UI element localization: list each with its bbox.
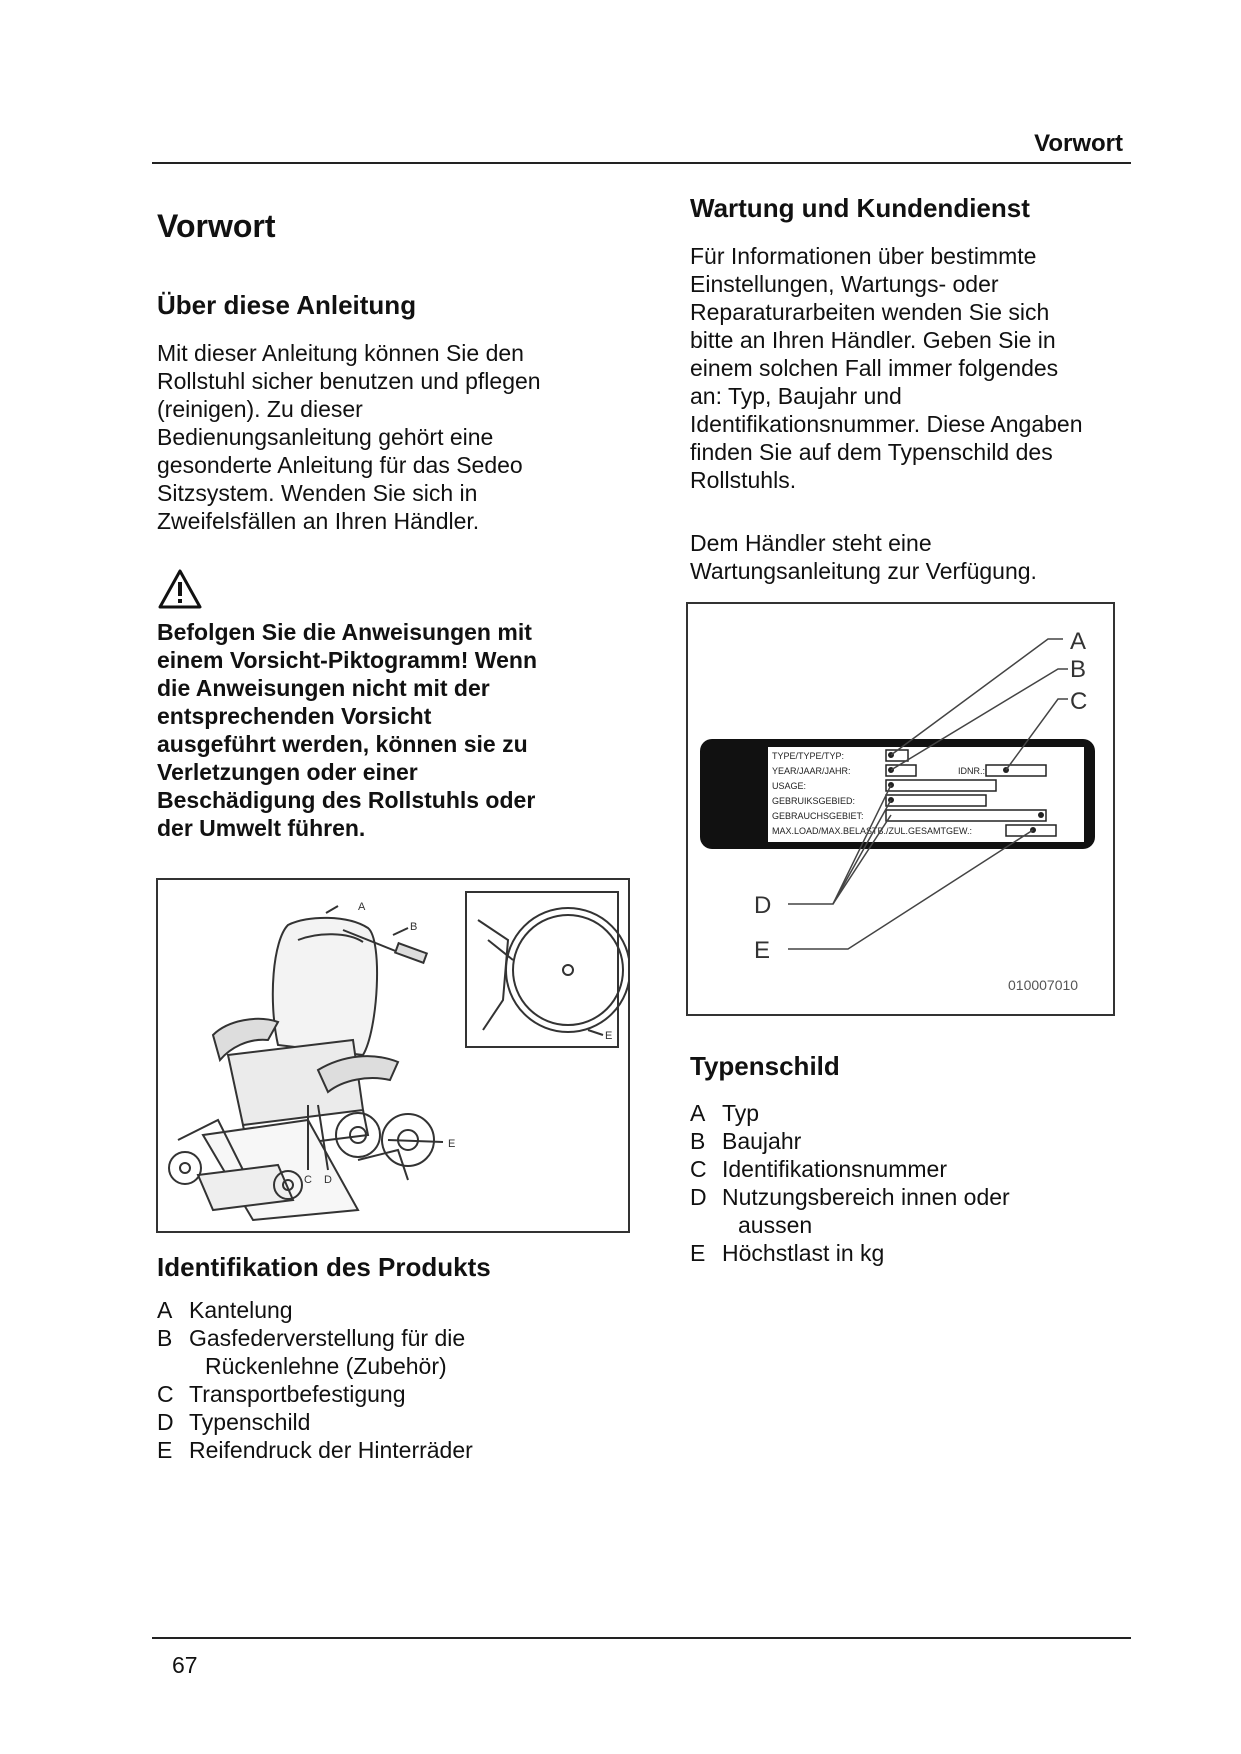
plate-row: YEAR/JAAR/JAHR: [772,766,851,776]
list-item: B Gasfederverstellung für die Rückenlehne (Zubehör) [157,1325,466,1379]
callout-a: A [358,901,366,913]
plate-callout-a: A [1070,628,1087,655]
running-header: Vorwort [1034,130,1123,157]
plate-row: GEBRUIKSGEBIED: [772,796,856,806]
callout-e: E [448,1138,456,1150]
about-body: Mit dieser Anleitung können Sie den Rollstuhl sicher benutzen und pflegen (reinigen). Zu dieser Bedienungsanleitung gehört eine gesonderte Anleitung für das Sedeo Sitzsystem. Wenden Sie sich in Zweifelsfällen an Ihren Händler. [157,340,541,534]
service-body: Für Informationen über bestimmte Einstellungen, Wartungs- oder Reparaturarbeiten wenden Sie sich bitte an Ihren Händler. Geben Sie in einem solchen Fall immer folgendes an: Typ, Baujahr und Identifikationsnummer. Diese Angaben finden Sie auf dem Typenschild des Rollstuhls. [690,243,1083,493]
plate-row: GEBRAUCHSGEBIET: [772,811,864,821]
plate-callout-e: E [754,937,771,964]
plate-row: USAGE: [772,781,807,791]
plate-idnr-label: IDNR.: [958,766,985,776]
plate-code: 010007010 [1008,977,1079,993]
list-item: A Kantelung [157,1297,293,1323]
list-item: A Typ [690,1100,760,1126]
service-note: Dem Händler steht eine Wartungsanleitung zur Verfügung. [690,530,1037,584]
list-item: E Reifendruck der Hinterräder [157,1437,473,1463]
callout-b: B [410,921,418,933]
identification-list [157,1296,597,1464]
page-title: Vorwort [157,208,276,244]
wheelchair-figure [156,878,630,1233]
callout-d: D [324,1174,332,1186]
header-rule [152,162,1131,164]
page-number: 67 [172,1652,198,1678]
plate-callout-c: C [1070,688,1088,715]
plate-row: MAX.LOAD/MAX.BELASTB./ZUL.GESAMTGEW.: [772,826,973,836]
plate-callout-b: B [1070,656,1087,683]
plate-row: TYPE/TYPE/TYP: [772,751,845,761]
list-item: D Nutzungsbereich innen oder aussen [690,1184,1010,1238]
type-plate-figure [686,602,1115,1016]
list-item: C Identifikationsnummer [690,1156,947,1182]
list-item: C Transportbefestigung [157,1381,406,1407]
list-item: E Höchstlast in kg [690,1240,885,1266]
about-heading: Über diese Anleitung [157,290,417,320]
callout-c: C [304,1174,312,1186]
plate-heading: Typenschild [690,1051,840,1081]
inset-callout-e: E [605,1030,613,1042]
list-item: D Typenschild [157,1409,311,1435]
identification-heading: Identifikation des Produkts [157,1252,491,1282]
warning-triangle-icon [157,568,203,615]
plate-callout-d: D [754,892,772,919]
warning-text: Befolgen Sie die Anweisungen mit einem Vorsicht-Piktogramm! Wenn die Anweisungen nicht mit der entsprechenden Vorsicht ausgeführt werden, können sie zu Verletzungen oder einer Beschädigung des Rollstuhls oder der Umwelt führen. [157,619,537,841]
plate-list [690,1099,1130,1267]
service-heading: Wartung und Kundendienst [690,193,1030,223]
list-item: B Baujahr [690,1128,802,1154]
footer-rule [152,1637,1131,1639]
